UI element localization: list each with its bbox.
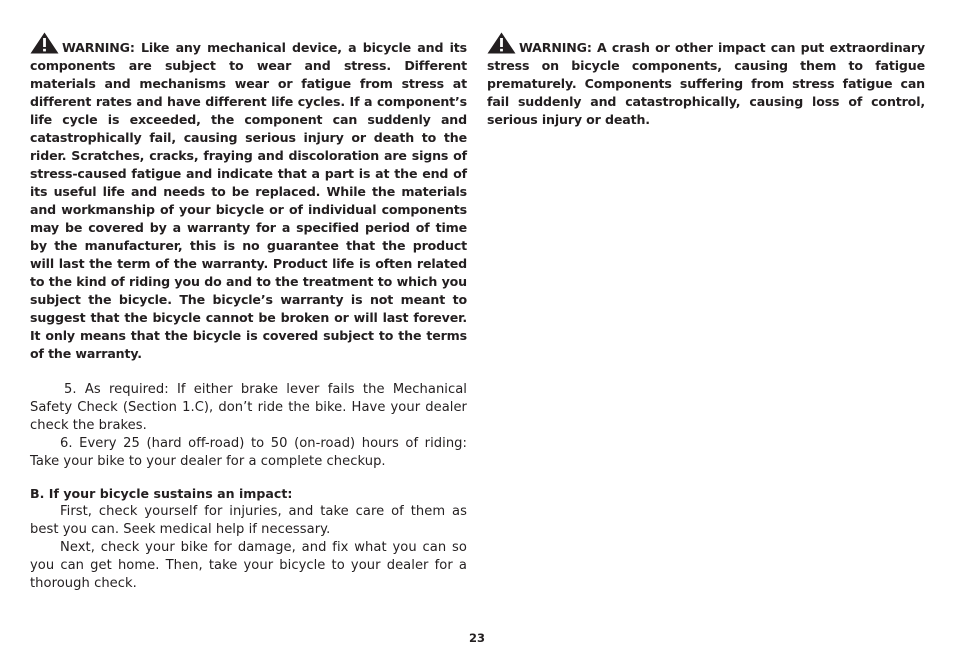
left-column (30, 32, 467, 593)
page-number: 23 (468, 631, 485, 645)
section-b-paragraph-2: Next, check your bike for damage, and fix what you can so you can get home. Then, take your bicycle to your dealer for a thorough check. (30, 540, 467, 591)
wear-warning-text: WARNING: Like any mechanical device, a bicycle and its components are subject to wear and stress. Different materials and mechanisms wear or fatigue from stress at different rates and have different life cycles. If a component’s life cycle is exceeded, the component can suddenly and catastrophically fail, causing serious injury or death to the rider. Scratches, cracks, fraying and discoloration are signs of stress-caused fatigue and indicate that a part is at the end of its useful life and needs to be replaced. While the materials and workmanship of your bicycle or of individual components may be covered by a warranty for a specified period of time by the manufacturer, this is no guarantee that the product will last the term of the warranty. Product life is often related to the kind of riding you do and to the treatment to which you subject the bicycle. The bicycle’s warranty is not meant to suggest that the bicycle cannot be broken or will last forever. It only means that the bicycle is covered subject to the terms of the warranty. (30, 40, 467, 361)
warning-triangle-icon (487, 32, 516, 54)
wear-warning (30, 32, 467, 363)
impact-warning (487, 32, 925, 129)
item-5-paragraph: 5. As required: If either brake lever fails the Mechanical Safety Check (Section 1.C), don’t ride the bike. Have your dealer check the brakes. (30, 382, 467, 433)
right-column (487, 32, 925, 129)
warning-triangle-icon (30, 32, 59, 54)
section-b-paragraph-1: First, check yourself for injuries, and take care of them as best you can. Seek medical help if necessary. (30, 504, 467, 537)
section-b-heading: B. If your bicycle sustains an impact: (30, 486, 293, 501)
impact-warning-text: WARNING: A crash or other impact can put extraordinary stress on bicycle components, causing them to fatigue prematurely. Components suffering from stress fatigue can fail suddenly and catastrophically, causing loss of control, serious injury or death. (487, 40, 925, 127)
item-6-paragraph: 6. Every 25 (hard off-road) to 50 (on-road) hours of riding: Take your bike to your dealer for a complete checkup. (30, 436, 467, 469)
